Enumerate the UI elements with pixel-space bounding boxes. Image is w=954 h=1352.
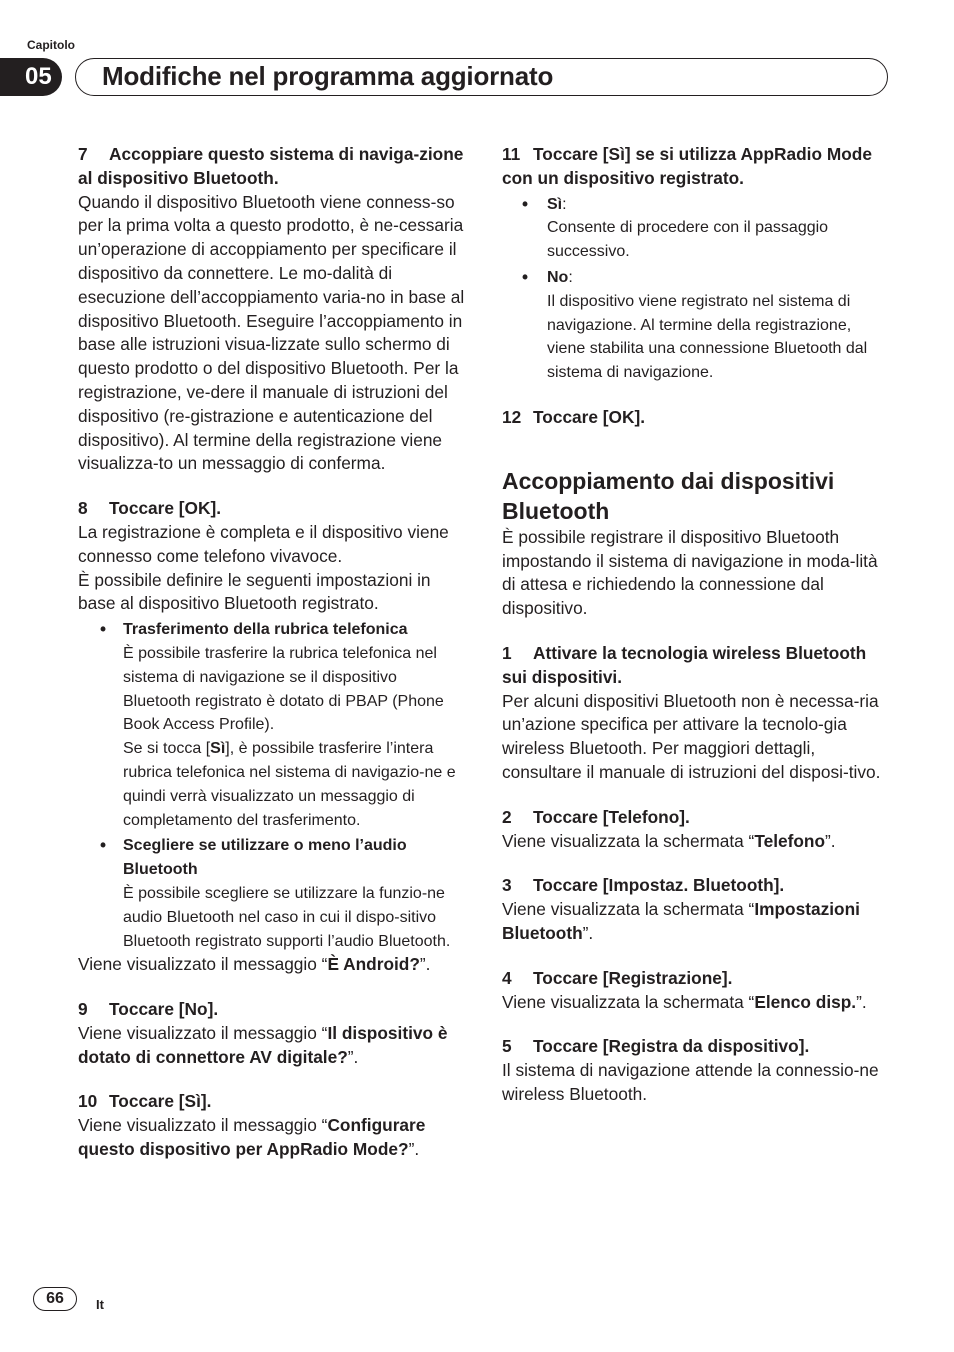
step-10-body [78,1114,466,1162]
language-code: It [96,1297,104,1312]
step-title: Toccare [Registra da dispositivo]. [533,1036,810,1057]
step-number: 3 [502,875,512,896]
text: ”. [419,954,431,975]
step-9-heading [78,998,466,1022]
bullet-body: È possibile scegliere se utilizzare la funzio-ne audio Bluetooth nel caso in cui il dispo-sitivo Bluetooth registrato supporti l’audio Bluetooth. [123,884,451,950]
step-title: Accoppiare questo sistema di naviga-zione al dispositivo Bluetooth. [78,144,464,188]
bullet-phonebook [78,618,466,832]
page-number: 66 [33,1287,77,1311]
left-column [78,143,466,1162]
step-number: 12 [502,406,522,427]
step-r1-heading [502,642,892,690]
chapter-label: Capitolo [27,38,75,52]
step-number: 11 [502,144,521,164]
step-r3-heading [502,874,892,898]
step-11-heading [502,143,892,191]
text: ”. [856,991,867,1012]
step-r2-body [502,830,892,854]
step-number: 4 [502,967,512,988]
chapter-title: Modifiche nel programma aggiornato [75,58,888,96]
bullet-heading: No: [547,268,573,286]
step-title: Toccare [Sì]. [109,1091,212,1112]
bold-text: Telefono [754,830,826,851]
step-r3-body [502,898,892,946]
text: ”. [825,830,836,851]
text: ”. [582,922,594,943]
bullet-dot: • [522,266,529,287]
step-number: 7 [78,144,88,164]
step-title: Toccare [Registrazione]. [533,967,733,988]
text: Viene visualizzato il messaggio “ [78,1115,328,1136]
step-7-heading [78,143,466,191]
step-title: Toccare [Telefono]. [533,806,690,827]
step-title: Toccare [Impostaz. Bluetooth]. [533,875,785,896]
bullet-no [502,266,892,385]
bullet-heading: Sì: [547,195,567,213]
bold-text: Il dispositivo è dotato di connettore AV digitale? [78,1022,448,1067]
step-title: Toccare [OK]. [533,406,646,427]
bullet-body: È possibile trasferire la rubrica telefonica nel sistema di navigazione se il dispositivo Bluetooth registrato è dotato di PBAP (Phone Book Access Profile). [123,644,444,734]
step-number: 2 [502,806,512,827]
bullet-dot: • [522,193,529,214]
step-title: Toccare [No]. [109,999,219,1020]
step-number: 1 [502,642,512,663]
step-12-heading [502,406,892,430]
step-7-body: Quando il dispositivo Bluetooth viene conness-so per la prima volta a questo prodotto, è ne-cessaria un’operazione di accoppiamento per specificare il dispositivo da connettere. Le mo-dalità di esecuzione dell’accoppiamento varia-no in base al dispositivo Bluetooth. Eseguire l’accoppiamento in base alle istruzioni visua-lizzate sullo schermo di questo prodotto o del dispositivo Bluetooth. Per la registrazione, ve-dere il manuale di istruzioni del dispositivo (re-gistrazione e autenticazione del dispositivo). Al termine della registrazione viene visualizza-to un messaggio di conferma. [78,191,465,474]
text: Viene visualizzata la schermata “ [502,991,755,1012]
step-r5-heading [502,1035,892,1059]
step-r4-heading [502,967,892,991]
text: Viene visualizzata la schermata “ [502,899,755,920]
text: Se si tocca [ [123,740,211,758]
step-title: Attivare la tecnologia wireless Bluetooth sui dispositivi. [502,642,867,687]
bullet-body: Consente di procedere con il passaggio successivo. [547,219,829,261]
text: No [547,268,569,286]
bold-text: È Android? [327,954,420,975]
section-title: Accoppiamento dai dispositivi Bluetooth [502,467,835,524]
step-8-body: La registrazione è completa e il dispositivo viene connesso come telefono vivavoce. [78,521,449,566]
text: Viene visualizzato il messaggio “ [78,954,328,975]
bullet-heading: Trasferimento della rubrica telefonica [123,621,408,639]
step-number: 9 [78,999,88,1020]
step-8-heading [78,497,466,521]
bold-text: Configurare questo dispositivo per AppRadio Mode? [78,1115,426,1160]
step-10-heading [78,1090,466,1114]
bullet-si [502,193,892,264]
step-number: 5 [502,1036,512,1057]
bullet-heading: Scegliere se utilizzare o meno l’audio Bluetooth [123,837,407,879]
text: Viene visualizzata la schermata “ [502,830,755,851]
step-r1-body: Per alcuni dispositivi Bluetooth non è necessa-ria un’azione specifica per attivare la tecnolo-gia wireless Bluetooth. Per maggiori dettagli, consultare il manuale di istruzioni del disposi-tivo. [502,690,881,782]
text: ], è possibile trasferire l’intera rubrica telefonica nel sistema di navigazio-ne e quindi verrà visualizzato un messaggio di completamento del trasferimento. [123,740,456,829]
bullet-bluetooth-audio [78,834,466,953]
step-8-body-2: È possibile definire le seguenti impostazioni in base al dispositivo Bluetooth registrato. [78,569,431,614]
bold-text: Elenco disp. [754,991,857,1012]
bullet-dot: • [100,835,107,856]
bullet-body-2 [123,737,466,832]
step-r4-body [502,991,892,1015]
bullet-dot: • [100,619,107,640]
bold-text: Impostazioni Bluetooth [502,899,860,943]
step-r2-heading [502,806,892,830]
text: ”. [347,1046,359,1067]
text: Sì [547,195,563,213]
step-r5-body: Il sistema di navigazione attende la connessio-ne wireless Bluetooth. [502,1060,879,1104]
step-number: 10 [78,1091,98,1112]
step-title: Toccare [Sì] se si utilizza AppRadio Mode con un dispositivo registrato. [502,144,872,188]
chapter-number-tab: 05 [0,58,62,96]
bullet-body: Il dispositivo viene registrato nel sistema di navigazione. Al termine della registrazione, viene stabilita una connessione Bluetooth dal sistema di navigazione. [547,292,868,382]
text: Viene visualizzato il messaggio “ [78,1022,328,1043]
text: ”. [408,1139,420,1160]
step-title: Toccare [OK]. [109,498,222,519]
step-8-result [78,953,466,977]
section-intro: È possibile registrare il dispositivo Bluetooth impostando il sistema di navigazione in moda-lità di attesa e richiedendo la connessione dal dispositivo. [502,526,878,619]
bold-text: Sì [210,740,226,758]
step-number: 8 [78,498,88,519]
step-9-body [78,1022,466,1070]
right-column [502,143,892,1107]
